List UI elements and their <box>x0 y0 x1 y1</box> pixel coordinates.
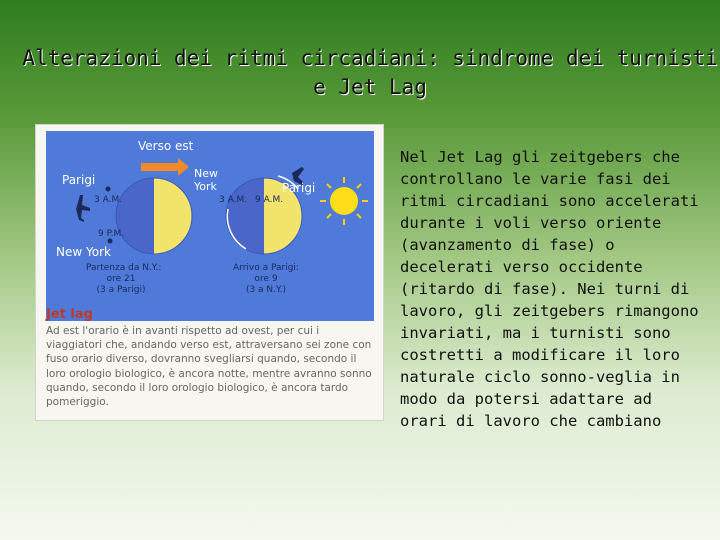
right-newyork-label <box>194 167 218 193</box>
departure-caption-line1: Partenza da N.Y.: <box>86 263 162 273</box>
departure-caption-line2: ore 21 <box>106 274 136 284</box>
arrival-caption-line1: Arrivo a Parigi: <box>233 263 299 273</box>
right-paris-label: Parigi <box>282 181 316 195</box>
left-newyork-label: New York <box>56 245 111 259</box>
left-paris-label: Parigi <box>62 173 96 187</box>
right-newyork-line1: New <box>194 167 218 180</box>
slide-title <box>20 44 720 102</box>
left-time-top: 3 A.M. <box>94 195 123 205</box>
right-newyork-line2: York <box>194 180 217 193</box>
paris-dot-left <box>106 187 111 192</box>
east-direction-label: Verso est <box>138 139 194 153</box>
left-globe-day-half <box>154 178 192 254</box>
departure-caption <box>86 263 162 296</box>
slide-body-text: Nel Jet Lag gli zeitgebers che controllano le varie fasi dei ritmi circadiani sono accelerati durante i voli verso oriente (avanzamento di fase) o decelerati verso occidente (ritardo di fase). Nei turni di lavoro, gli zeitgebers rimangono invariati, ma i turnisti sono costretti a modificare il loro naturale ciclo sonno-veglia in modo da potersi adattare ad orari di lavoro che cambiano <box>400 148 699 430</box>
plane-icon-left <box>76 195 90 222</box>
arrival-caption <box>228 263 304 296</box>
left-time-bottom: 9 P.M. <box>98 229 125 239</box>
right-time-left: 3 A.M. <box>219 195 248 205</box>
sun-icon <box>320 177 368 225</box>
arrival-caption-line3: (3 a N.Y.) <box>245 285 287 295</box>
jet-lag-heading: Jet lag <box>46 307 93 322</box>
departure-caption-line3: (3 a Parigi) <box>96 285 146 295</box>
slide-title-line1: Alterazioni dei ritmi circadiani: sindrome dei turnisti <box>22 46 718 70</box>
jet-lag-description: Ad est l'orario è in avanti rispetto ad ovest, per cui i viaggiatori che, andando verso est, attraversano sei zone con fuso orario diverso, dovranno svegliarsi quando, secondo il loro orologio biologico, è ancora notte, mentre avranno sonno quando, secondo il loro orologio biologico, è ancora tardo pomeriggio. <box>46 325 372 409</box>
slide-title-line2: e Jet Lag <box>313 75 427 99</box>
east-arrow-icon <box>141 158 189 176</box>
arrival-caption-line2: ore 9 <box>254 274 278 284</box>
right-time-right: 9 A.M. <box>255 195 284 205</box>
time-zone-diagram <box>46 131 374 321</box>
jet-lag-figure <box>35 124 384 421</box>
